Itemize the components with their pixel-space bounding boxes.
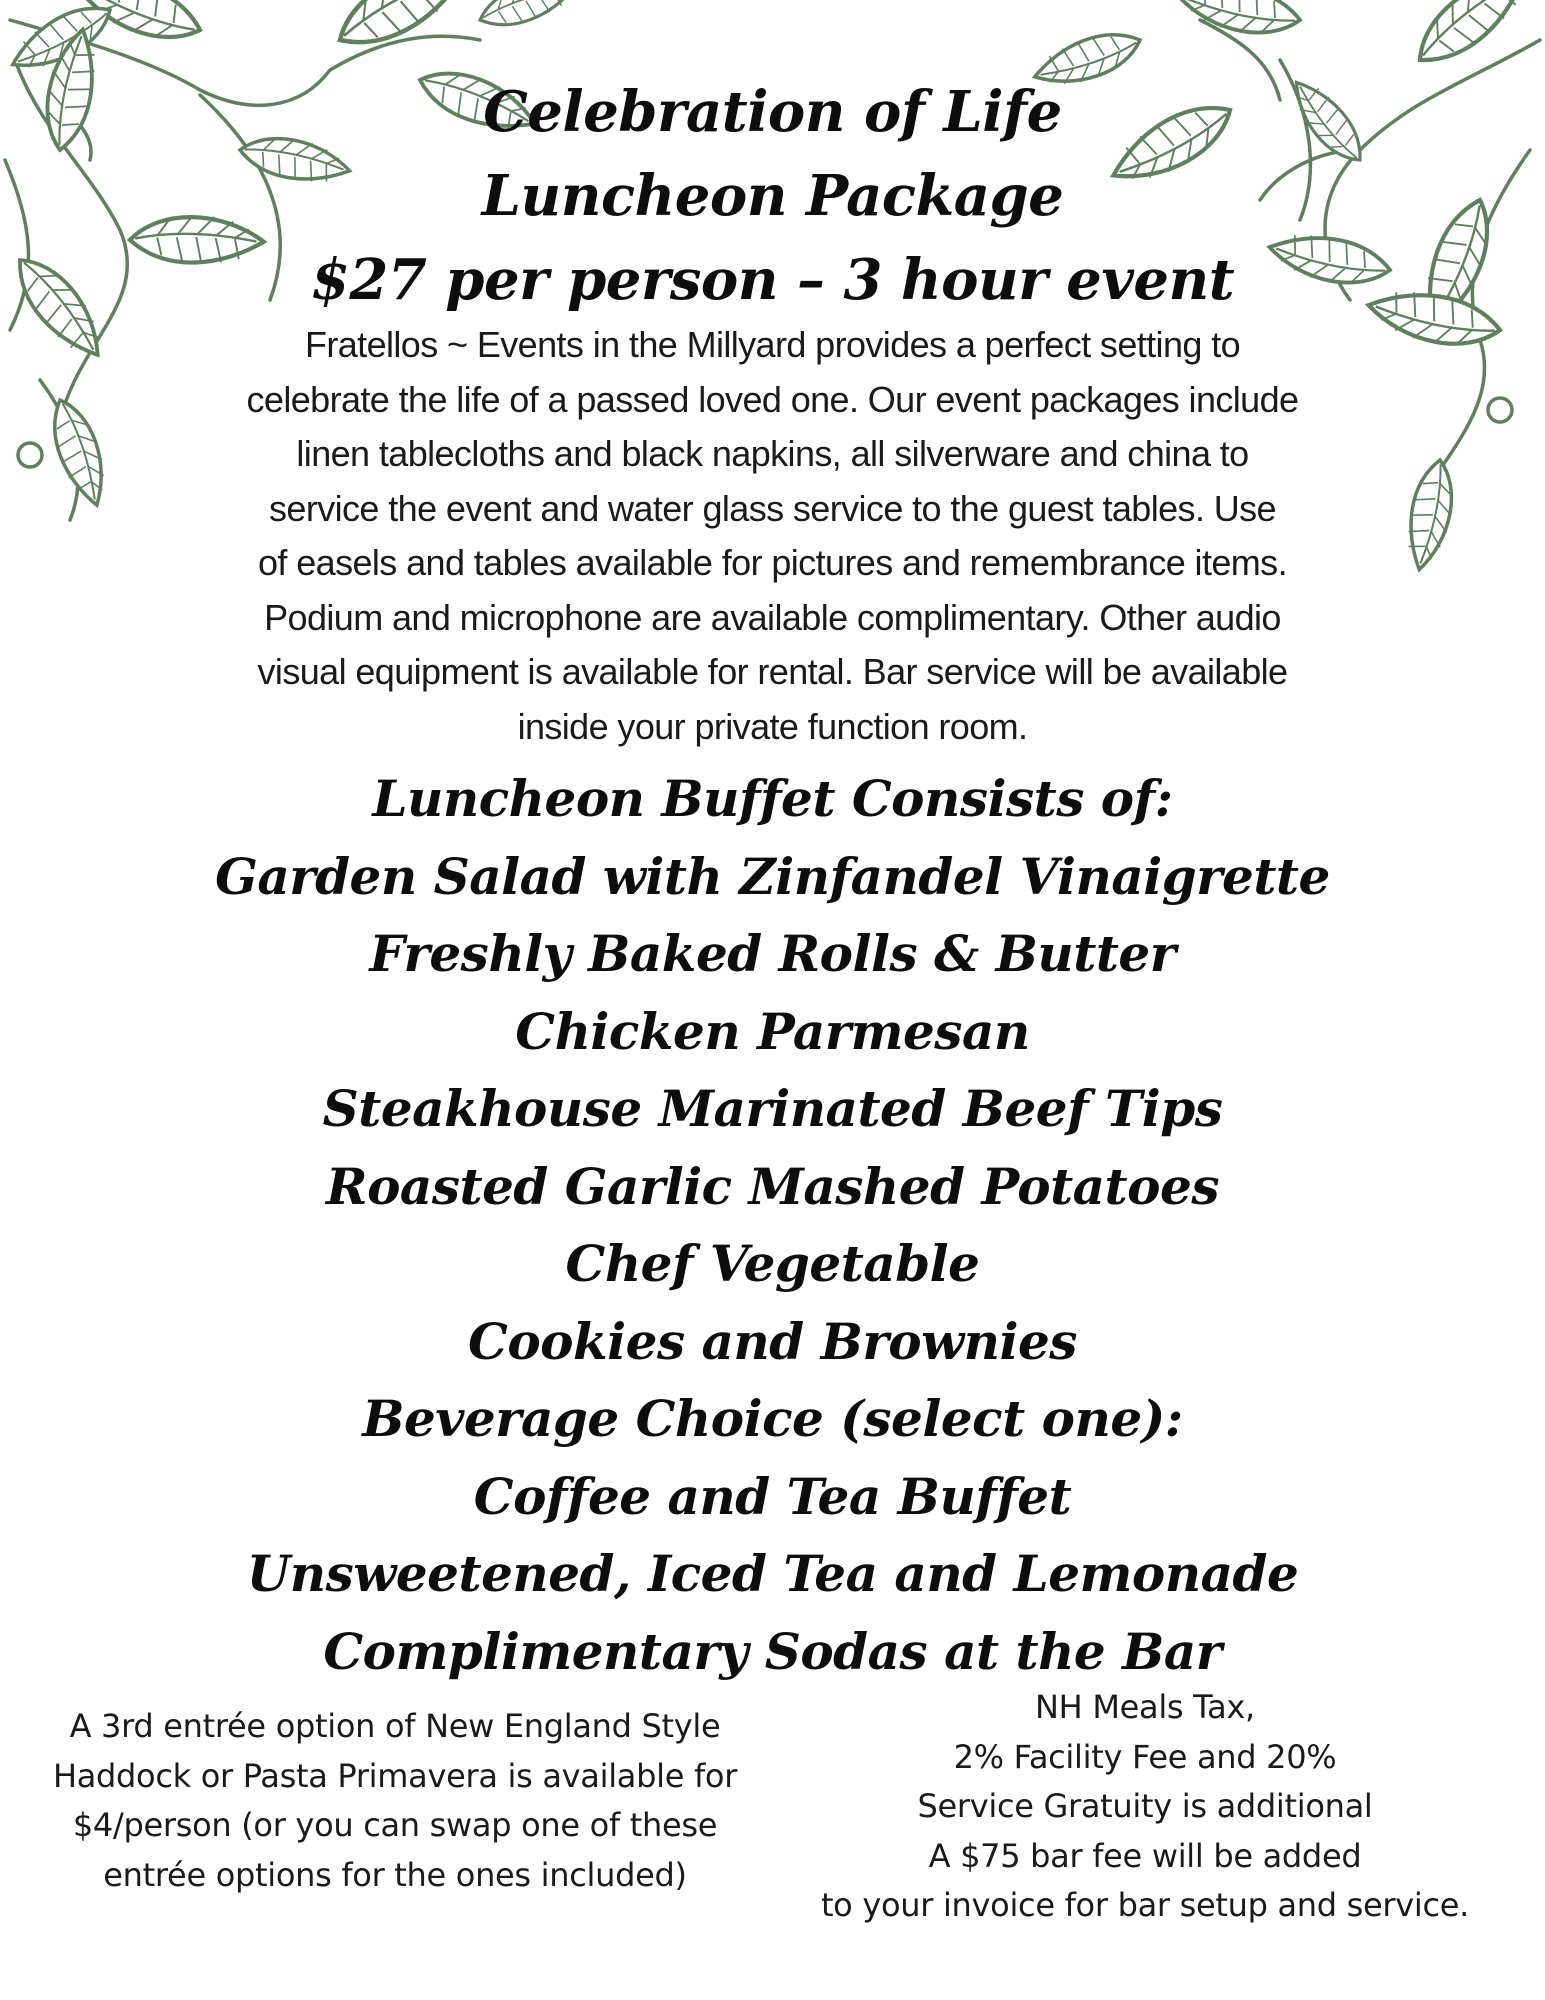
intro-line: inside your private function room. [517,705,1028,747]
menu-item: Freshly Baked Rolls & Butter [369,924,1176,983]
menu-item: Chef Vegetable [565,1234,980,1293]
intro-paragraph [170,318,1375,754]
intro-line: of easels and tables available for pictures and remembrance items. [258,542,1287,583]
menu-item: Cookies and Brownies [468,1311,1077,1371]
beverage-item: Coffee and Tea Buffet [473,1466,1072,1526]
menu-item: Chicken Parmesan [515,1001,1030,1061]
note-line: to your invoice for bar setup and service. [820,1886,1470,1924]
title-line-1: Celebration of Life [483,79,1062,145]
beverage-item: Unsweetened, Iced Tea and Lemonade [246,1544,1299,1603]
beverage-heading: Beverage Choice (select one): [362,1389,1183,1448]
entree-option-note [10,1702,780,1900]
intro-line: linen tablecloths and black napkins, all silverware and china to [296,433,1249,474]
note-line: $4/person (or you can swap one of these [72,1806,718,1844]
intro-line: Podium and microphone are available complimentary. Other audio [264,596,1281,638]
menu-list [0,760,1545,1690]
note-line: NH Meals Tax, [1035,1688,1255,1726]
menu-item: Steakhouse Marinated Beef Tips [322,1079,1223,1138]
title-line-2: Luncheon Package [481,163,1064,229]
note-line: A 3rd entrée option of New England Style [69,1707,721,1745]
intro-line: celebrate the life of a passed loved one. Our event packages include [246,378,1299,420]
menu-heading: Luncheon Buffet Consists of: [372,769,1173,828]
note-line: entrée options for the ones included) [103,1855,687,1894]
fees-note [780,1683,1510,1931]
note-line: A $75 bar fee will be added [928,1836,1362,1875]
beverage-item: Complimentary Sodas at the Bar [323,1621,1222,1681]
note-line: Haddock or Pasta Primavera is available for [52,1756,738,1795]
note-line: 2% Facility Fee and 20% [953,1737,1337,1776]
menu-item: Garden Salad with Zinfandel Vinaigrette [215,846,1330,906]
intro-line: service the event and water glass service to the guest tables. Use [269,487,1276,529]
intro-line: visual equipment is available for rental. Bar service will be available [257,651,1288,692]
menu-item: Roasted Garlic Mashed Potatoes [326,1156,1219,1216]
note-line: Service Gratuity is additional [917,1787,1373,1825]
price-line: $27 per person – 3 hour event [310,247,1235,313]
page-title [0,70,1545,322]
intro-line: Fratellos ~ Events in the Millyard provides a perfect setting to [304,324,1241,365]
